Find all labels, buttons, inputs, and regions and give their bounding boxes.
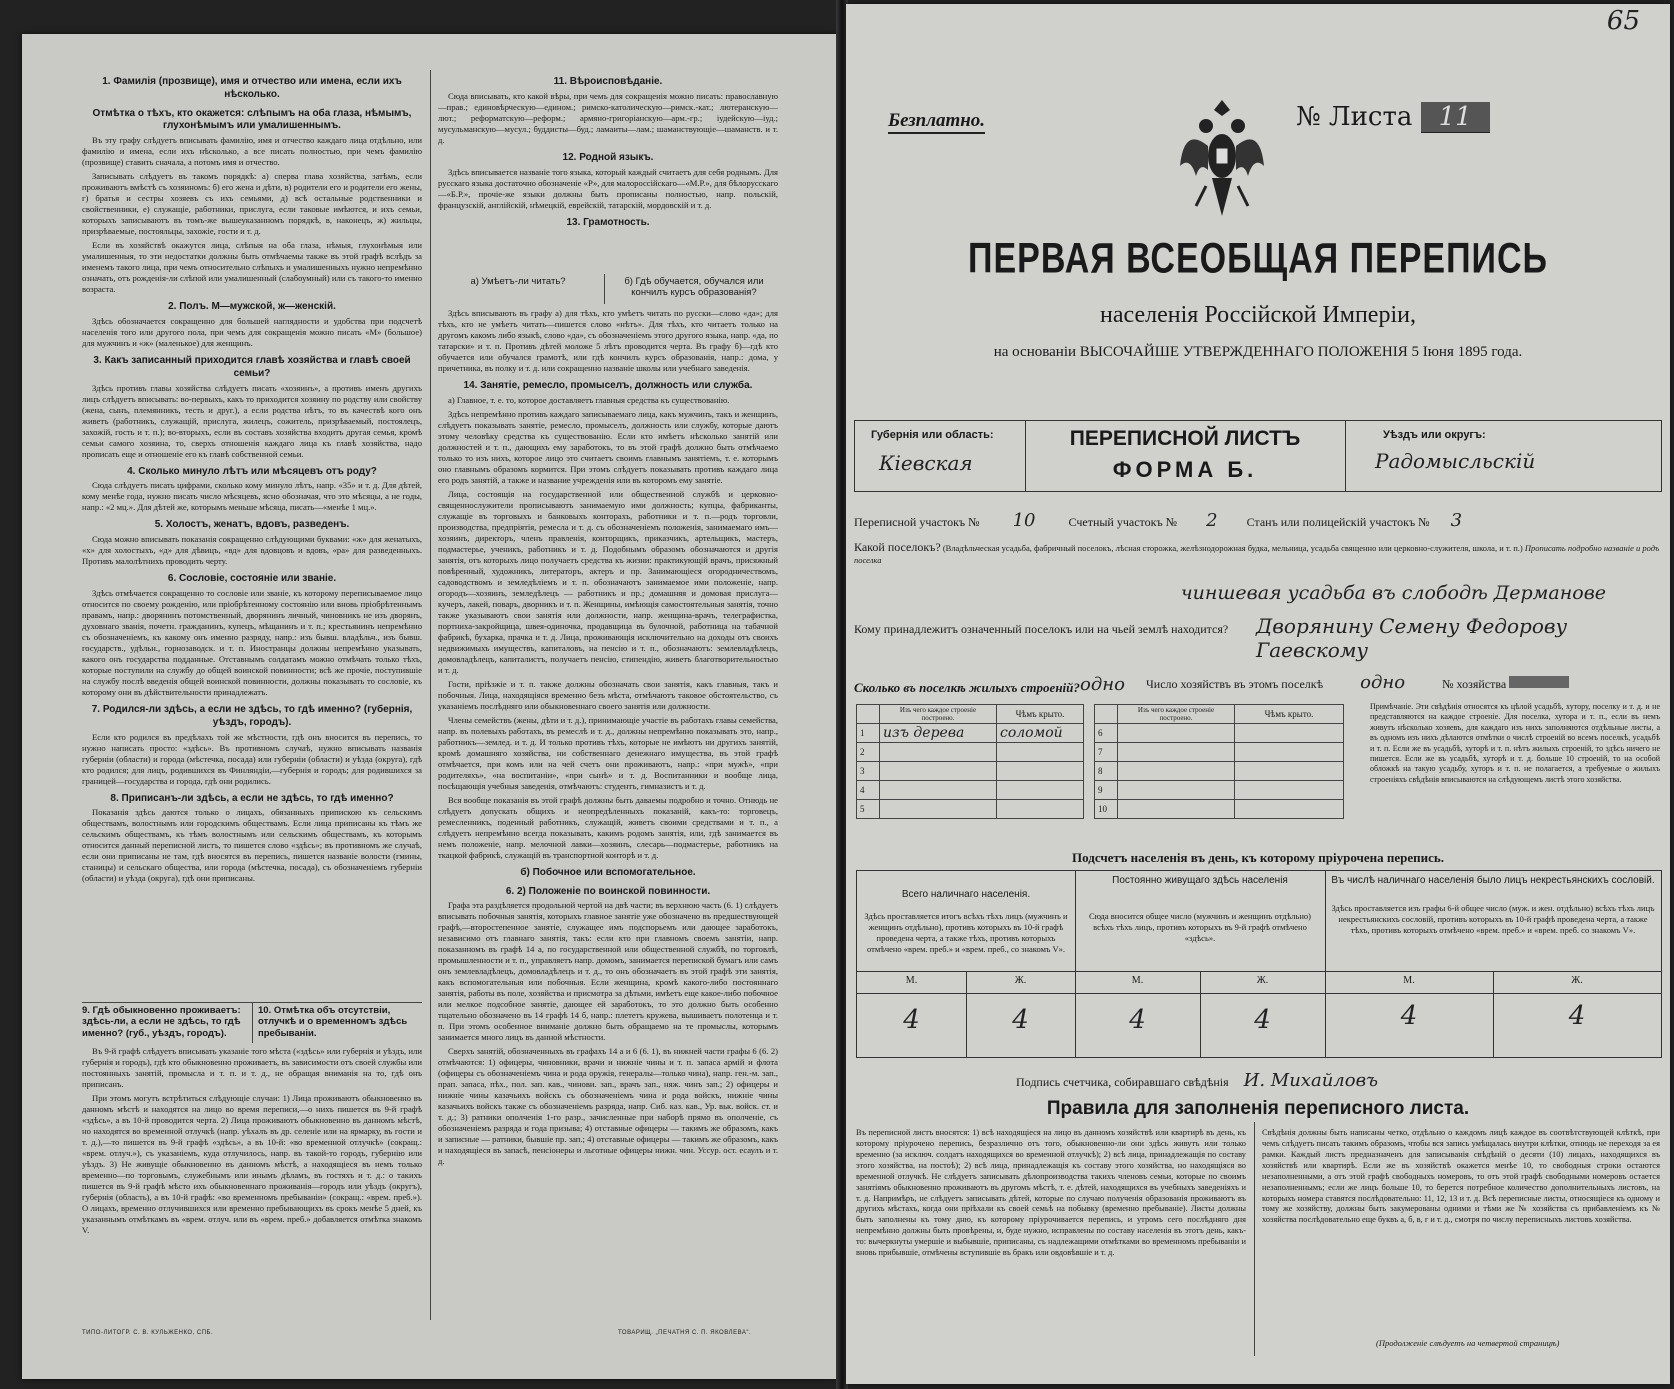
building-row-number: 4: [857, 781, 880, 800]
building-material: [880, 781, 997, 800]
stan-label: Станъ или полицейскій участокъ №: [1246, 515, 1430, 529]
building-roof: [1235, 724, 1344, 743]
instruction-paragraph: Если кто родился въ предѣлахъ той же мѣстности, гдѣ онъ вносится въ перепись, то нужно написать просто: «здѣсь». Въ противномъ случаѣ, нужно вписывать названія губерніи (области) и города (мѣстечка, посада) или губерніи (области) и уѣзда (округа), гдѣ кто родился; для лицъ, родившихся въ Финляндіи,—губернія и городъ; для родившихся за границей—государства и города, гдѣ они родились.: [82, 731, 422, 786]
building-roof: [997, 762, 1084, 781]
building-material: [1118, 724, 1235, 743]
male-label: М.: [1403, 975, 1415, 986]
section-heading: 12. Родной языкъ.: [562, 151, 654, 163]
non-peasant-desc: Здѣсь проставляется изъ графы 6-й общее число (муж. и жен. отдѣльно) всѣхъ тѣхъ лицъ некрестьянскихъ сословій, противъ которыхъ въ 10-й графѣ проведена черта, а также тѣхъ, противъ которыхъ отмѣчено «врем. преб.» и «врем. преб. со знакомъ V».: [1331, 903, 1655, 936]
section-heading: 4. Сколько минуло лѣтъ или мѣсяцевъ отъ роду?: [127, 465, 377, 477]
instruction-paragraph: Сюда вписывать, кто какой вѣры, при чемъ для сокращенія можно писать: православную—прав.; единовѣрческую—едином.; римско-католическую—римск.-кат.; лютеранскую—лют.; реформатскую—реформ.; армяно-григоріанскую—арм.-гр.; іудейскую—іуд.; мусульманскую—мусул.; буддисты—буд.; ламаиты—лам.; шаманствующіе—шаманств. и т. д.: [438, 90, 778, 145]
building-roof: [1235, 762, 1344, 781]
divider: [857, 971, 1661, 972]
non-peasant-female-count: 4: [1568, 1001, 1586, 1031]
stan-value: 3: [1450, 510, 1463, 531]
instruction-paragraph: Сюда можно вписывать показанія сокращенно слѣдующими буквами: «ж» для женатыхъ, «х» для холостыхъ, «д» для дѣвицъ, «вд» для вдовцовъ и вдовъ, «ра» для разведенныхъ. Противъ малолѣтнихъ проводить черту.: [82, 534, 422, 567]
building-row: [1095, 781, 1344, 800]
instruction-paragraph: Гости, пріѣзжіе и т. п. также должны обозначать свои занятія, какъ главныя, такъ и побочныя. Лица, находящіяся временно безъ мѣста, отмѣчаютъ таковое обстоятельство, съ указаніемъ послѣдняго или обыкновеннаго своего занятія или должности.: [438, 678, 778, 711]
building-row-number: 2: [857, 743, 880, 762]
household-number-redacted: [1509, 676, 1569, 688]
section-heading: 14. Занятіе, ремесло, промыселъ, должность или служба.: [463, 380, 753, 391]
rules-continuation: (Продолженіе слѣдуетъ на четвертой страницѣ): [1376, 1338, 1560, 1348]
households-value: одно: [1360, 672, 1406, 693]
total-population-desc: Здѣсь проставляется итогъ всѣхъ тѣхъ лицъ (мужчинъ и женщинъ отдѣльно), противъ которыхъ въ 10-й графѣ проведена черта, а также тѣхъ, противъ которыхъ отмѣчено «врем. преб.» и «врем. преб., со знакомъ V».: [864, 911, 1068, 955]
section-heading: 6. Сословіе, состояніе или званіе.: [167, 573, 337, 585]
building-row: [1095, 762, 1344, 781]
building-material: [880, 743, 997, 762]
col9-10-header: [82, 1002, 422, 1043]
rules-title: Правила для заполненія переписного листа.: [1046, 1098, 1470, 1119]
settlement-hint: (Владѣльческая усадьба, фабричный поселокъ, лѣсная сторожка, желѣзнодорожная будка, мельница, усадьба священно или церковно-служителя, школа, и т. п.): [942, 543, 1523, 553]
rules-right-text: Свѣдѣнія должны быть написаны четко, отдѣльно о каждомъ лицѣ каждое въ соотвѣтствующей клѣткѣ, при чемъ слѣдуетъ писать такимъ образомъ, чтобы вся запись умѣщалась внутри клѣтки, отнюдь не переходя за ея рамки. Каждый листъ предназначенъ для записыванія свѣдѣній о десяти (10) лицахъ, находящихся въ хозяйствѣ или квартирѣ. Если же въ хозяйствѣ окажется менѣе 10, то свободныя строки остаются незаполненными, а отъ этой графѣ свободныхъ номеровъ, то отъ этой графѣ свободными номеровъ остается незаполненнымъ; если же лицъ больше 10, то берется потребное количество дополнительныхъ листовъ, на которыхъ номера ставятся послѣдовательно: 11, 12, 13 и т. д. Всѣ переписные листы, относящіеся къ одному и тому же хозяйству, должны быть закумерованы одними и тѣми же № хозяйства съ прибавленіемъ къ № хозяйства послѣдовательно еще буквъ а, б, в, г и т. д., смотря по числу переписныхъ листовъ хозяйства.: [1262, 1128, 1660, 1225]
printer-mark-left: ТИПО-ЛИТОГР. С. В. КУЛЬЖЕНКО, СПБ.: [82, 1330, 214, 1336]
owner-label: Кому принадлежитъ означенный поселокъ или на чьей землѣ находится?: [854, 622, 1229, 636]
sheet-number-label: № Листа: [1296, 102, 1413, 132]
building-roof: [1235, 781, 1344, 800]
resident-female-count: 4: [1254, 1005, 1271, 1035]
gubernia-label: Губернія или область:: [871, 429, 994, 441]
building-row: [1095, 724, 1344, 743]
buildings-note: Примѣчаніе. Эти свѣдѣнія относятся къ цѣлой усадьбѣ, хутору, поселку и т. д. и не представляются на каждое строеніе. Для поселка, хутора и т. п., если въ немъ живутъ нѣсколько хозяевъ, для каждаго изъ нихъ заполняются отдѣльные листы, а въ одномъ изъ нихъ дѣлаются отмѣтки о числѣ строеній во всемъ поселкѣ, усадьбѣ и т. п. Если же въ усадьбѣ, хуторѣ и т. п. нѣтъ жилыхъ строеній, то здѣсь ничего не пишется. Если же въ усадьбѣ, хуторѣ и т. д. больше 10 строеній, то на особой обложкѣ на такую усадьбу, хуторъ и т. п. не полагается, а требуемые о жилыхъ строеніяхъ свѣдѣнія вписываются на слѣдующемъ листѣ этого хозяйства.: [1370, 702, 1660, 784]
signature-value: И. Михайловъ: [1243, 1070, 1379, 1091]
count-area-value: 2: [1206, 510, 1218, 531]
instruction-paragraph: Здѣсь отмѣчается сокращенно то сословіе или званіе, къ которому переписываемое лицо относится по своему рожденію, или пріобрѣтенному состоянію или вновь пріобрѣтеннымъ правамъ, напр.: дворянинъ потомственный, дворянинъ личный, чиновникъ не изъ дворянъ, духовнаго званія, почетн. гражданинъ, купецъ, мѣщанинъ и т. п.; крестьянинъ непремѣнно съ обозначеніемъ, къ какому онъ именно разряду, напр.: изъ бывш. владѣльч., изъ бывш. государств., удѣльн., горнозаводск. и т. п. Иностранцы должны непремѣнно указывать, какого онъ государства подданные. Отставнымъ солдатамъ можно отмѣчать только тѣхъ, которые поступили на службу до общей воинской повинности; всѣ же прочіе, поступившіе на службу послѣ введенія общей воинской повинности, должны показывать то сословіе, къ которому они въ дѣйствительности принадлежатъ.: [82, 587, 422, 697]
census-area-label: Переписной участокъ №: [854, 515, 980, 529]
households-label: Число хозяйствъ въ этомъ поселкѣ: [1146, 677, 1324, 691]
section-heading: 6. 2) Положеніе по воинской повинности.: [505, 885, 711, 897]
building-roof: [1235, 743, 1344, 762]
uezd-value: Радомысльскій: [1375, 449, 1536, 473]
section-heading: 13. Грамотность.: [566, 216, 650, 228]
rules-divider: [1254, 1122, 1255, 1356]
building-roof: [1235, 800, 1344, 819]
non-peasant-header: Въ числѣ наличнаго населенія было лицъ некрестьянскихъ сословій.: [1331, 875, 1655, 886]
building-row: [1095, 743, 1344, 762]
building-material: [1118, 800, 1235, 819]
bt-head-material: Изъ чего каждое строеніе построено.: [1118, 705, 1235, 724]
gubernia-value: Кіевская: [879, 451, 973, 475]
section-heading: 3. Какъ записанный приходится главѣ хозяйства и главѣ своей семьи?: [93, 354, 411, 379]
left-page: [22, 34, 838, 1379]
building-material: [1118, 743, 1235, 762]
building-row-number: 6: [1095, 724, 1118, 743]
count-area-label: Счетный участокъ №: [1068, 515, 1178, 529]
col9-title: 9. Гдѣ обыкновенно проживаетъ: здѣсь-ли, а если не здѣсь, то гдѣ именно? (губ., уѣздъ, городъ).: [82, 1005, 241, 1039]
male-label: М.: [905, 975, 918, 986]
literacy-a-title: а) Умѣетъ-ли читать?: [470, 276, 566, 287]
section-heading: 1. Фамилія (прозвище), имя и отчество или имена, если ихъ нѣсколько.: [102, 76, 402, 100]
section-heading: 5. Холостъ, женатъ, вдовъ, разведенъ.: [154, 519, 350, 531]
building-material: [880, 800, 997, 819]
instruction-paragraph: Здѣсь непремѣнно противъ каждаго записываемаго лица, какъ мужчинъ, такъ и женщинъ, слѣдуетъ показывать занятіе, ремесло, промыселъ, должность или службу, которые даютъ этому человѣку средства къ существованію. Если кто имѣетъ нѣсколько занятій или должностей и т. п., дающихъ ему заработокъ, то въ этой графѣ должно быть отмѣчаемо только то изъ нихъ, которое лицо это считаетъ своимъ главнымъ занятіемъ, т. е. которымъ оно главнымъ образомъ кормится. При этомъ слѣдуетъ показывать противъ каждаго лица его родъ занятій, а также и название учрежденія или въ которомъ ему занятіе.: [438, 408, 778, 485]
household-number-label: № хозяйства: [1442, 677, 1507, 691]
instruction-paragraph: Сюда слѣдуетъ писать цифрами, сколько кому минуло лѣтъ, напр. «35» и т. д. Для дѣтей, кому менѣе года, нужно писать число мѣсяцевъ, ясно обозначая, что это мѣсяцы, а не годы, напр.: «2 мц.». Для дѣтей же, которымъ меньше мѣсяца, писать—«менѣе 1 мц.».: [82, 480, 422, 513]
double-headed-eagle-emblem: [1176, 96, 1268, 236]
instruction-paragraph: а) Главное, т. е. то, которое доставляетъ главныя средства къ существованію.: [448, 394, 730, 405]
building-roof: [997, 743, 1084, 762]
divider: [252, 1003, 253, 1043]
count-title: Подсчетъ населенія въ день, къ которому пріурочена перепись.: [1072, 850, 1444, 865]
signature-label: Подпись счетчика, собиравшаго свѣдѣнія: [1016, 1075, 1229, 1089]
settlement-block: [854, 540, 1660, 566]
total-female-count: 4: [1012, 1005, 1029, 1035]
literacy-header: [438, 274, 778, 304]
instruction-paragraph: Члены семействъ (жены, дѣти и т. д.), принимающіе участіе въ работахъ главы семейства, напр. въ полевыхъ работахъ, въ ремеслѣ и т. д., должны непремѣнно показывать это, напр., работникъ—землед. и т. д. И только противъ тѣхъ, которые не имѣютъ ни другихъ занятій, кромѣ домашняго хозяйства, ни собственнаго денежнаго имущества, въ этой графѣ отмѣчается, при комъ или на чей счетъ они проживаютъ, напр.: «при мужѣ», «при родителяхъ», «на воспитаніи», «при сынѣ» и т. д. Воспитанники и вообще лица, посѣщающія учебныя заведенія, отмѣчаютъ: студентъ, гимназистъ и т. д.: [438, 714, 778, 791]
area-line: [854, 510, 1660, 531]
rules-left-text: Въ переписной листъ вносятся: 1) всѣ находящіеся на лицо въ данномъ хозяйствѣ или квартирѣ въ день, къ которому пріурочено перепись, безразлично отъ того, обыкновенно-ли они здѣсь живутъ или только временно (за исключ. солдатъ находящихся во временной отлучкѣ); 2) всѣ лица, принадлежащія по составу этого хозяйства, на постоѣ); 2) всѣ лица, принадлежащія къ составу этого хозяйства, но находящіяся во временной отлучкѣ. Не слѣдуетъ записывать дѣлопроизводства такихъ членовъ семьи, которые по своимъ занятіямъ обыкновенно проживаютъ въ другомъ мѣстѣ, т. е. дѣтей, находящихся въ учебныхъ заведеніяхъ и т. д. Напримѣръ, не слѣдуетъ записывать дѣтей, которые по случаю полученія образованія проживаютъ въ другихъ мѣстахъ, когда они пріѣхали къ своей семьѣ на побывку (временно пребываніе). Листы должны быть заполнены къ тому дню, къ которому пріурочивается перепись, и утромъ сего послѣдняго дня непремѣнно должны быть провѣрены, и, буде нужно, исправлены по составу населенія въ этотъ день, какъ-то: вычеркнуты умершіе и выбывшіе, приписаны, съ надлежащими отмѣтками во временномъ пребываніи и вновь прибывшіе, отмѣчены вступившіе въ бракъ или овдовѣвшіе и т. д.: [856, 1128, 1246, 1258]
page-title: ПЕРВАЯ ВСЕОБЩАЯ ПЕРЕПИСЬ: [968, 235, 1548, 283]
col10-title: 10. Отмѣтка объ отсутствіи, отлучкѣ и о временномъ здѣсь пребываніи.: [258, 1005, 408, 1039]
building-row: [857, 743, 1084, 762]
non-peasant-male-count: 4: [1400, 1001, 1418, 1031]
building-row-number: 5: [857, 800, 880, 819]
instruction-paragraph: При этомъ могутъ встрѣтиться слѣдующіе случаи: 1) Лица проживаютъ обыкновенно въ данномъ мѣстѣ и находятся на лицо во время переписи,—о нихъ пишется въ 9-й графѣ «здѣсь», а въ 10-й проводится черта. 2) Лица проживаютъ обыкновенно въ данномъ мѣстѣ, но находятся во временной отлучкѣ (напр. уѣхалъ въ др. селеніе или на ярмарку, въ гости и т. д.),—то пишется въ 9-й графѣ «здѣсь», а въ 10-й: «во временной отлучкѣ» (сокращ.: «врем. отлуч.»), съ указаніемъ, куда отлучилось, напр. въ такой-то городъ, губернію или уѣздъ. 3) Не живущіе обыкновенно въ данномъ мѣстѣ, а находящіеся въ немъ только временно—по торговымъ, служебнымъ или инымъ дѣламъ, въ гостяхъ и т. д.: о такихъ пишется въ 9-й графѣ мѣсто ихъ обыкновеннаго проживанія—городъ или уѣздъ (округъ), губернія (область), а въ 10-й графѣ: «во временномъ пребываніи» (сокращ.: «врем. преб.»). О лицахъ, временно отлучившихся или временно пребывающихъ въ срокъ менѣе 5 дней, къ указаннымъ отмѣткамъ въ «врем. отлуч. или въ «врем. преб.» добавляется отмѣтка знакомъ V.: [82, 1093, 422, 1235]
instruction-paragraph: Въ 9-й графѣ слѣдуетъ вписывать указаніе того мѣста («здѣсь» или губернія и уѣздъ, или губернія и городъ), гдѣ кто обыкновенно проживаетъ, въ зависимости отъ своей службы или постоянныхъ занятій, промысла и т. п. и т. д., не обращая вниманія на то, гдѣ онъ приписанъ.: [82, 1046, 422, 1089]
section-heading: б) Побочное или вспомогательное.: [520, 866, 696, 878]
female-label: Ж.: [1571, 975, 1583, 986]
building-row-number: 7: [1095, 743, 1118, 762]
population-count-table: [856, 870, 1662, 1058]
section-heading: 2. Полъ. М—мужской, ж—женскій.: [168, 301, 336, 313]
buildings-table-1: [856, 704, 1084, 819]
building-row-number: 3: [857, 762, 880, 781]
uezd-label: Уѣздъ или округъ:: [1383, 429, 1486, 441]
instruction-paragraph: Если въ хозяйствѣ окажутся лица, слѣпыя на оба глаза, нѣмыя, глухонѣмыя или умалишенныя, то эти недостатки должны быть отмѣчаемы также въ этой графѣ вслѣдъ за именемъ такого лица, при чемъ относительно слѣпыхъ и умалишенныхъ нужно непремѣнно означать, отъ рожденія-ли слѣпой или умалишенный (слабоумный) или съ такого-то именно возраста.: [82, 240, 422, 295]
divider: [1345, 421, 1346, 491]
female-label: Ж.: [1256, 975, 1269, 986]
instruction-paragraph: Здѣсь вписывается названіе того языка, который каждый считаетъ для себя роднымъ. Для русскаго языка достаточно обозначеніе «Р», для малороссійскаго—«М.Р.», для бѣлорусскаго —«Б.Р.», прочіе-же языки должны быть прописаны полностью, напр. польскій, французскій, англійскій, нѣмецкій, еврейскій, татарскій, мордовскій и т. д.: [438, 166, 778, 210]
instruction-paragraph: Здѣсь обозначается сокращенно для большей наглядности и удобства при подсчетѣ населенія того или другого пола, при чемъ для сокращенія можно писать «М» (большое) для мужчинъ и «ж» (маленькое) для женщинъ.: [82, 315, 422, 348]
section-heading: Отмѣтка о тѣхъ, кто окажется: слѣпымъ на оба глаза, нѣмымъ, глухонѣмымъ или умалишеннымъ.: [92, 107, 412, 132]
bt-head-roof: Чѣмъ крыто.: [997, 705, 1084, 724]
building-roof: [997, 781, 1084, 800]
building-material: [1118, 781, 1235, 800]
buildings-table-2: [1094, 704, 1344, 819]
building-row: [857, 762, 1084, 781]
resident-population-desc: Сюда вносится общее число (мужчинъ и женщинъ отдѣльно) всѣхъ тѣхъ лицъ, противъ которыхъ въ 9-й графѣ отмѣчено «здѣсь».: [1088, 911, 1312, 944]
building-row: [1095, 800, 1344, 819]
instruction-paragraph: Показанія здѣсь даются только о лицахъ, обязанныхъ припискою къ сельскимъ обществамъ, волостнымъ или городскимъ обществамъ. Если лица приписаны къ тѣмъ же сельскимъ обществамъ, къ тѣмъ волостнымъ или сельскимъ обществамъ, къ которымъ относится данный переписной листъ, то пишется слово «здѣсь»; въ противномъ же случаѣ, если они приписаны не там, гдѣ вносятся въ перепись, пишется названіе волости (гмины, станицы) и сельскаго общества, или города (мѣстечка, посада), съ обозначеніемъ губерніи (области) и уѣзда (округа), гдѣ они приписаны.: [82, 807, 422, 884]
instruction-paragraph: Вся вообще показанія въ этой графѣ должны быть даваемы подробно и точно. Отнюдь не слѣдуетъ допускать общихъ и неопредѣленныхъ показаній, какъ-то: торговецъ, ремесленникъ, поденный работникъ, служащій, живетъ своими средствами и т. п., а слѣдуетъ непремѣнно всегда показывать, какимъ родомъ занятія, или, гдѣ занимается въ немъ положеніе, напр. мелочной лавки—хозяинъ, слесарь—подмастерье, работникъ на ткацкой фабрикѣ, служащій въ транспортной конторѣ и т. д.: [438, 794, 778, 860]
building-material: [880, 762, 997, 781]
signature-line: [1016, 1070, 1378, 1091]
total-population-header: Всего наличнаго населенія.: [901, 889, 1031, 900]
page-number: 65: [1606, 6, 1640, 36]
instruction-paragraph: Сверхъ занятій, обозначенныхъ въ графахъ 14 а и 6 (6. 1), въ нижней части графы 6 (6. 2) отмѣчаются: 1) офицеры, чиновники, врачи и нижніе чины и т. п. запаса армій и флота (офицеры съ обозначеніемъ чина и рода оружія, генералы—только чина), напр. ген.-м. зап., прап. запаса, пѣх., пол. зап. кав., чинови. зап., врачъ зап., няж. чинъ зап.; 2) офицеры и нижніе чины казачьихъ войскъ съ обозначеніемъ чина и рода войскъ, нижніе чины казачьихъ войскъ также съ обозначеніемъ разряда, напр. Сиб. каз. кав., Ур. вьк. войск. ст. и т. д.; 3) ратники ополченія 1-го разр., зачисленные при наборѣ прямо въ ополченіе, съ обозначеніемъ разряда и года призыва; 4) отставные офицеры — такимъ же образомъ, какъ и записные — ратники, бывшіе пр. зап.; 4) отставные офицеры — такимъ же образомъ, какъ и находящіеся въ запасѣ, пенсіонеры и льготные офицеры нижн. чин. Уссур. ост. есаулъ и т. д.: [438, 1046, 778, 1167]
building-row-number: 1: [857, 724, 880, 743]
instruction-paragraph: Записывать слѣдуетъ въ такомъ порядкѣ: а) сперва глава хозяйства, затѣмъ, если проживаютъ вмѣстѣ съ хозяиномъ: б) его жена и дѣти, в) родители его и родители его жены, г) братья и сестры хозяевъ съ ихъ семьями, д) всѣ остальные родственники и свойственники, е) служащіе, работники, прислуга, если таковые имѣются, и ихъ семьи, которыхъ записываютъ въ томъ-же вышеуказанномъ порядкѣ, в, наконецъ, ж) жильцы, призрѣваемые, постояльцы, захожіе, гости и т. д.: [82, 171, 422, 237]
literacy-b-title: б) Гдѣ обучается, обучался или кончилъ курсъ образованія?: [624, 276, 764, 299]
sheet-number: [1296, 102, 1490, 132]
bt-head-roof: Чѣмъ крыто.: [1235, 705, 1344, 724]
free-of-charge: Безплатно.: [888, 110, 985, 134]
settlement-value: чиншевая усадьба въ слободѣ Дерманове: [1180, 582, 1606, 604]
instruction-paragraph: Въ эту графу слѣдуетъ вписывать фамилію, имя и отчество каждаго лица отдѣльно, или фамилію и имена, если ихъ нѣсколько, а все писать полностью, при чемъ фамилію (прозвище) ставить сначала, а потомъ имя и отчество.: [82, 135, 422, 168]
divider: [604, 274, 605, 304]
instruction-paragraph: Графа эта раздѣляется продольной чертой на двѣ части; въ верхнюю часть (6. 1) слѣдуетъ вписывать побочныя занятія, которыхъ главное занятіе уже обозначено въ предшествующей графѣ,—второстепенное занятіе, служащее имъ подспорьемъ или дающее заработокъ, независимо отъ главнаго занятія, такъ: если кто при главномъ своемъ занятіи, напр. показанномъ въ графѣ 14 а, по государственной или общественной службѣ, по торговлѣ, промышленности и т. п., управляетъ напр. домомъ, занимается перепиской бумагъ или самъ онъ землевладѣлецъ, домовладѣлецъ и т. д., то онъ обозначаетъ въ этой графѣ эти занятія, какъ вспомогательныя или побочныя. Если женщина, кромѣ какого-либо постояннаго занятія, работы въ поле, хозяйства и присмотра за дѣтьми, имѣетъ еще какое-либо побочное или мелкое подсобное занятіе, дающее ей заработокъ, то это должно быть особенно тщательно обозначено въ 14 графѣ 14 б, напр.: плететъ кружева, вышиваетъ полотенца и т. п. При этомъ особенное вниманіе должно быть обращаемо на те промыслы, которымъ занимается много лицъ въ данной мѣстности.: [438, 900, 778, 1043]
resident-population-header: Постоянно живущаго здѣсь населенія: [1112, 875, 1288, 886]
instructions-column-2: [438, 70, 778, 270]
form-title: ПЕРЕПИСНОЙ ЛИСТЪ: [1069, 427, 1301, 450]
total-male-count: 4: [903, 1005, 920, 1035]
instruction-paragraph: Лица, состоящія на государственной или общественной службѣ и церковно-священнослужители прописываютъ занимаемую ими должность; купцы, фабриканты, служащіе въ торговыхъ и банковыхъ конторахъ, работники и т. п.—родъ торговли, производства, предпріятія, ремесла и т. д. съ обозначеніемъ положенія, занимаемаго имъ—хозяинъ, директоръ, членъ правленія, конторщикъ, приказчикъ, артельщикъ, мастеръ, подмастерье, ученикъ, работникъ и т. д. Подобнымъ образомъ обозначаются и другія занятія, отъ которыхъ лицо получаетъ средства къ жизни: практикующій врачъ, присяжный повѣренный, художникъ, литераторъ, актеръ и пр. Занимающіеся огородничествомъ, садоводствомъ и земледѣліемъ и т. п. обозначаютъ занимаемое ими положеніе, напр. огородъ—хозяинъ, земледѣлецъ — работникъ и пр.; домашняя и домовая прислуга—кучеръ, лакей, поваръ, дворникъ и т. п. Женщины, имѣющія самостоятельныя занятія, точно также указываютъ свои занятія или должности, напр. женщина-врачъ, телеграфистка, портниха-закройщица, швея-одиночка, продавщица въ булочной, работница на табачной фабрикѣ, бухарка, прачка и т. д. Лица, проживающія исключительно на доходы отъ своихъ недвижимыхъ имуществъ, капиталовъ, на пенсію и т. п., обозначаютъ: землевладѣлецъ, домовладѣлецъ, капиталистъ, получаетъ пенсію, стипендію, живетъ благотворительностью и т. д.: [438, 488, 778, 675]
section-heading: 8. Приписанъ-ли здѣсь, а если не здѣсь, то гдѣ именно?: [110, 792, 394, 804]
building-row-number: 10: [1095, 800, 1118, 819]
form-letter: ФОРМА Б.: [1112, 457, 1258, 482]
resident-male-count: 4: [1129, 1005, 1146, 1035]
section-heading: 11. Вѣроисповѣданіе.: [553, 76, 663, 87]
instructions-column-2-bottom: [438, 308, 778, 1318]
sheet-number-value: 11: [1421, 102, 1490, 133]
female-label: Ж.: [1014, 975, 1027, 986]
census-area-value: 10: [1012, 510, 1036, 531]
right-page: [846, 4, 1670, 1384]
instructions-column-1-bottom: [82, 1046, 422, 1311]
building-roof: соломой: [997, 724, 1084, 743]
building-row: [857, 724, 1084, 743]
male-label: М.: [1131, 975, 1144, 986]
buildings-label: Сколько въ поселкѣ жилыхъ строеній?: [854, 680, 1080, 695]
buildings-value: одно: [1080, 674, 1125, 695]
column-divider: [430, 70, 431, 1320]
page-subtitle: населенія Россійской Имперіи,: [1100, 302, 1416, 328]
building-roof: [997, 800, 1084, 819]
legal-basis: на основаніи ВЫСОЧАЙШЕ УТВЕРЖДЕННАГО ПОЛОЖЕНІЯ 5 Іюня 1895 года.: [993, 344, 1523, 360]
settlement-hint-2: Прописать подробно названіе и родъ поселка: [854, 543, 1660, 565]
instruction-paragraph: Здѣсь вписывають въ графу а) для тѣхъ, кто умѣетъ читать по русски—слово «да»; для тѣхъ, кто не умѣетъ читать—пишется слово «нѣтъ». Для тѣхъ, кто читаетъ только на другомъ какомъ либо языкѣ, слово «да», съ обозначеніемъ этого другого языка, напр. «да, по татарски» и т. п. Противъ дѣтей моложе 5 лѣтъ проводится черта. Въ графу б)—гдѣ кто обучается или обучался грамотѣ, или гдѣ кончилъ курсъ образованія, напр.: дома, у причетника, въ полку и т. д. или сокращенно названіе школы или учебнаго заведенія.: [438, 308, 778, 373]
building-row-number: 9: [1095, 781, 1118, 800]
building-row: [857, 781, 1084, 800]
households-line: [1146, 672, 1660, 693]
section-heading: 7. Родился-ли здѣсь, а если не здѣсь, то гдѣ именно? (губернія, уѣздъ, городъ).: [91, 703, 413, 728]
building-material: изъ дерева: [880, 724, 997, 743]
building-row-number: 8: [1095, 762, 1118, 781]
building-row: [857, 800, 1084, 819]
owner-value: Дворянину Семену Федорову Гаевскому: [1256, 614, 1568, 662]
building-material: [1118, 762, 1235, 781]
settlement-label: Какой поселокъ?: [854, 540, 941, 554]
bt-head-material: Изъ чего каждое строеніе построено.: [880, 705, 997, 724]
form-header-box: [854, 420, 1662, 492]
instructions-column-1: [82, 70, 422, 1000]
instruction-paragraph: Здѣсь противъ главы хозяйства слѣдуетъ писать «хозяинъ», а противъ именъ другихъ лицъ слѣдуетъ вписывать: во-первыхъ, какъ то приходится хозяину по родству или свойству (жена, сынъ, племянникъ, тесть и друг.), а если родства нѣтъ, то въ качествѣ кого онъ живетъ (работникъ, служащій, прислуга, жилецъ, сожитель, призрѣваемый, постоялецъ, захожій, гость и т. п.); во-вторыхъ, если въ составъ хозяйства входитъ другая семья, кромѣ семьи самого хозяина, то, сверхъ отношенія каждаго лица къ главѣ хозяйства, надо прописать еще и отношеніе его къ главѣ собственной семьи.: [82, 382, 422, 459]
divider: [857, 993, 1661, 994]
printer-mark-right: ТОВАРИЩ. „ПЕЧАТНЯ С. П. ЯКОВЛЕВА".: [618, 1330, 752, 1336]
